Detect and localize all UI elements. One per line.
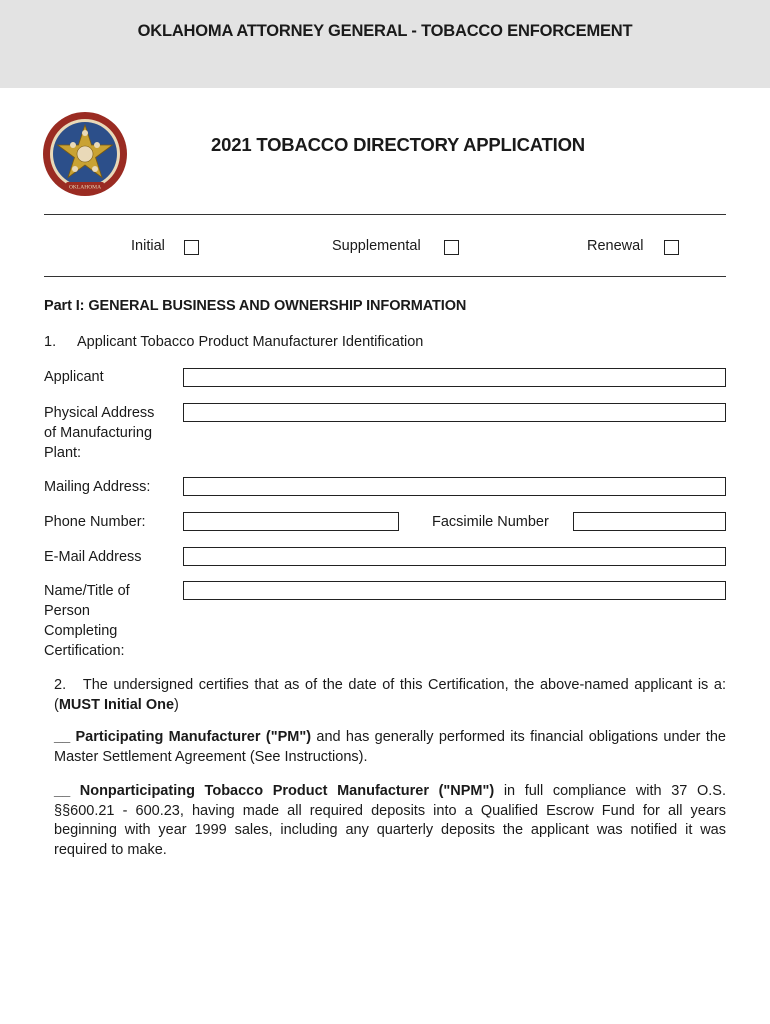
seal-text: OKLAHOMA [68, 184, 102, 191]
item2-paragraph: 2. The undersigned certifies that as of the date of this Certification, the above-named applicant is a: (MUST Initial One) [54, 677, 726, 713]
mailing-address-label: Mailing Address: [44, 479, 151, 495]
email-field[interactable] [183, 547, 726, 566]
pm-text: and has generally performed its financial obligations under the Master Settlement Agreement (See Instructions). [54, 729, 726, 765]
header-banner [0, 0, 770, 88]
part1-heading: Part I: GENERAL BUSINESS AND OWNERSHIP INFORMATION [44, 298, 467, 314]
supplemental-label: Supplemental [332, 238, 421, 254]
npm-text: in full compliance with 37 O.S. §§600.21 - 600.23, having made all required deposits into a Qualified Escrow Fund for all years beginning with year 1999 sales, including any quarterly deposits the applicant was notified it was required to make. [54, 783, 726, 858]
phone-field[interactable] [183, 512, 399, 531]
physical-address-field[interactable] [183, 403, 726, 422]
applicant-field[interactable] [183, 368, 726, 387]
pm-label[interactable]: __ Participating Manufacturer ("PM") [54, 729, 312, 745]
item2-bold: MUST Initial One [58, 696, 175, 713]
npm-label[interactable]: __ Nonparticipating Tobacco Product Manufacturer ("NPM") [54, 783, 495, 799]
applicant-label: Applicant [44, 369, 104, 385]
physical-address-label: Physical Address of Manufacturing Plant: [44, 405, 155, 461]
facsimile-label: Facsimile Number [432, 514, 549, 530]
item1-number: 1. [44, 334, 57, 350]
facsimile-field[interactable] [573, 512, 726, 531]
mailing-address-field[interactable] [183, 477, 726, 496]
divider-top [44, 214, 726, 215]
divider-bottom [44, 276, 726, 277]
oklahoma-state-seal-icon [42, 111, 128, 197]
name-title-field[interactable] [183, 581, 726, 600]
pm-option [54, 728, 726, 767]
name-title-label: Name/Title of Person Completing Certification: [44, 583, 130, 659]
renewal-label: Renewal [587, 238, 644, 254]
initial-label: Initial [131, 238, 165, 254]
item2-number: 2. [54, 677, 67, 693]
phone-label: Phone Number: [44, 514, 146, 530]
npm-option [54, 782, 726, 860]
item1-line [44, 334, 423, 350]
document-title: 2021 TOBACCO DIRECTORY APPLICATION [211, 134, 585, 155]
initial-checkbox[interactable] [184, 240, 199, 255]
agency-title: OKLAHOMA ATTORNEY GENERAL - TOBACCO ENFORCEMENT [137, 22, 633, 40]
item2-text: The undersigned certifies that as of the date of this Certification, the above-named applicant is a: ( [54, 677, 726, 713]
item1-text: Applicant Tobacco Product Manufacturer Identification [77, 334, 424, 350]
email-label: E-Mail Address [44, 549, 142, 565]
supplemental-checkbox[interactable] [444, 240, 459, 255]
renewal-checkbox[interactable] [664, 240, 679, 255]
